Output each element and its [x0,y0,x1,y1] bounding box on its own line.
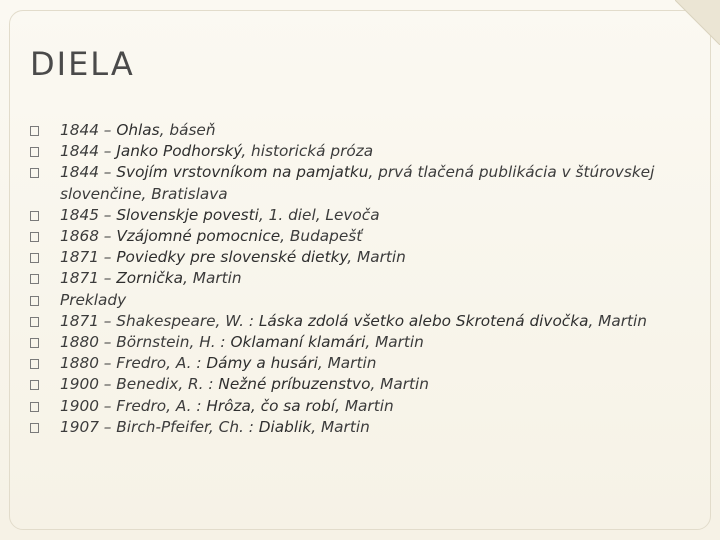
item-work: Vzájomné pomocnice [116,227,281,246]
item-suffix: , Martin [370,375,429,394]
bullet-box-icon [30,338,39,348]
bullet-box-icon [30,274,39,284]
item-suffix: , Martin [311,417,370,436]
bullet-box-icon [30,168,39,178]
item-suffix: , historická próza [241,142,374,161]
bullet-box-icon [30,211,39,221]
item-work: Janko Podhorský [116,142,242,161]
bullet-box-icon [30,253,39,263]
item-work: Diablik [258,417,312,436]
list-item [30,120,710,141]
bullet-box-icon [30,147,39,157]
list-item [30,417,710,438]
bullet-box-icon [30,402,39,412]
item-suffix: , 1. diel, Levoča [258,205,380,224]
item-suffix: , Martin [347,248,406,267]
list-item [30,396,710,417]
item-prefix: 1907 – Birch-Pfeifer, Ch. : [60,417,259,436]
item-prefix: 1868 – [60,227,117,246]
list-item [30,162,710,204]
item-work: Hrôza, čo sa robí [206,396,336,415]
item-prefix: 1871 – [60,269,117,288]
list-item [30,353,710,374]
bullet-box-icon [30,359,39,369]
item-work: Dámy a husári [206,354,318,373]
item-suffix: , Martin [317,354,377,373]
item-work: Zornička [116,269,184,288]
list-item [30,332,710,353]
item-prefix: 1844 – [60,121,117,139]
list-item [30,141,710,162]
item-suffix: , Budapešť [280,227,363,246]
list-item [30,311,710,332]
item-work: Slovenskje povesti [116,205,259,224]
item-suffix: , prvá tlačená publikácia v štúrovskej slovenčine, Bratislava [60,163,655,203]
list-item [30,205,710,226]
item-prefix: 1845 – [60,205,117,224]
bullet-box-icon [30,126,39,136]
item-prefix: 1880 – Fredro, A. : [60,354,207,373]
slide-title: DIELA [30,45,135,83]
item-prefix: 1871 – [60,248,117,267]
item-prefix: 1900 – Benedix, R. : [60,375,219,394]
bullet-box-icon [30,296,39,306]
list-item [30,268,710,289]
bullet-box-icon [30,423,39,433]
list-item [30,290,710,311]
bullet-box-icon [30,232,39,242]
bullet-box-icon [30,317,39,327]
item-suffix: , báseň [159,121,216,139]
item-work: Oklamaní klamári [230,333,366,352]
corner-fold-icon [675,0,720,45]
list-item [30,226,710,247]
item-suffix: , Martin [588,311,647,330]
item-prefix: 1880 – Börnstein, H. : [60,333,231,352]
item-work: Láska zdolá všetko alebo Skrotená divočka [258,311,589,330]
works-list [30,120,710,438]
item-prefix: Preklady [60,290,127,309]
item-prefix: 1871 – Shakespeare, W. : [60,311,259,330]
list-item [30,374,710,395]
item-prefix: 1844 – [60,142,117,161]
item-work: Nežné príbuzenstvo [218,375,371,394]
item-suffix: , Martin [335,396,394,415]
item-prefix: 1844 – [60,163,117,182]
list-item [30,247,710,268]
item-work: Ohlas [116,121,160,139]
item-work: Poviedky pre slovenské dietky [116,248,348,267]
item-suffix: , Martin [365,333,424,352]
item-suffix: , Martin [183,269,242,288]
item-prefix: 1900 – Fredro, A. : [60,396,207,415]
bullet-box-icon [30,380,39,390]
item-work: Svojím vrstovníkom na pamjatku [116,163,369,182]
